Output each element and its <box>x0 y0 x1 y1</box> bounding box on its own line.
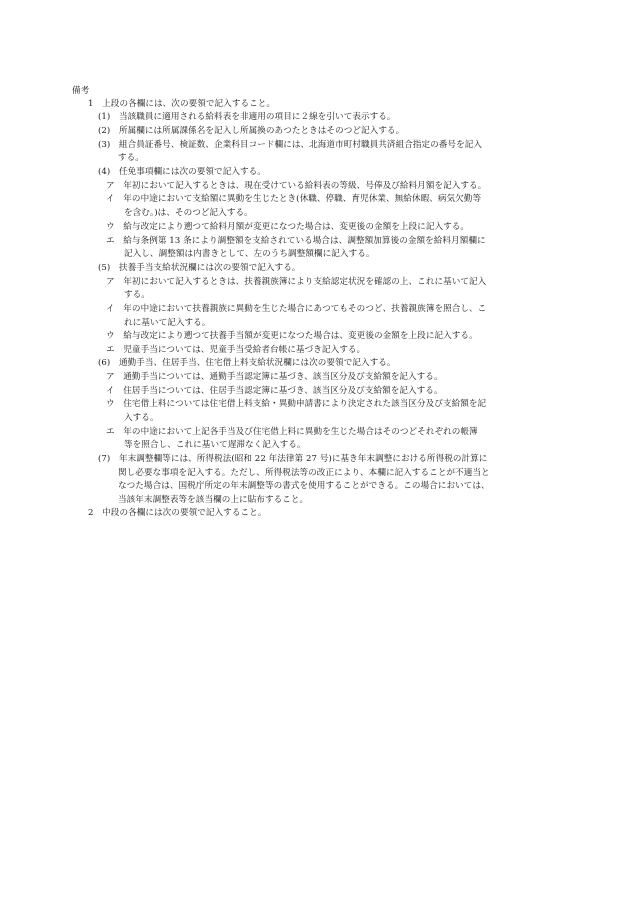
item-1-7-cont-2: なつた場合は、国税庁所定の年末調整等の書式を使用することができる。この場合においては、 <box>118 481 490 491</box>
item-1-6-e: エ 年の中途において上記各手当及び住宅借上料に異動を生じた場合はそのつどそれぞれの帳簿 <box>106 427 478 437</box>
item-1-7-cont-1: 関し必要な事項を記入する。ただし、所得税法等の改正により、本欄に記入することが不適当と <box>118 468 490 478</box>
item-1-3-cont: する。 <box>118 153 144 163</box>
item-1-4-i: イ 年の中途において支給額に異動を生じたとき(休職、停職、育児休業、無給休暇、病気欠勤等 <box>106 194 482 204</box>
item-1-6-e-cont: 等を照合し、これに基いて遅滞なく記入する。 <box>124 440 306 450</box>
item-1-1: (1) 当該職員に適用される給料表を非適用の項目に２線を引いて表示する。 <box>98 112 396 122</box>
item-1-5-a: ア 年初において記入するときは、扶養親族簿により支給認定状況を確認の上、これに基いて記入 <box>106 277 487 287</box>
item-1-6: (6) 通勤手当、住居手当、住宅借上料支給状況欄には次の要領で記入する。 <box>98 358 396 368</box>
item-1-5-e: エ 児童手当については、児童手当受給者台帳に基づき記入する。 <box>106 345 366 355</box>
item-1-6-u: ウ 住宅借上料については住宅借上料支給・異動申請書により決定された該当区分及び支給額を記 <box>106 399 487 409</box>
item-1-6-a: ア 通勤手当については、通勤手当認定簿に基づき、該当区分及び支給額を記入する。 <box>106 372 443 382</box>
item-1-4-e: エ 給与条例第 13 条により調整額を支給されている場合は、調整額加算後の金額を給料月額欄に <box>106 236 486 246</box>
item-1-4: (4) 任免事項欄には次の要領で記入する。 <box>98 167 266 177</box>
item-1-6-i: イ 住居手当については、住居手当認定簿に基づき、該当区分及び支給額を記入する。 <box>106 386 443 396</box>
item-1-5-u: ウ 給与改定により遡つて扶養手当額が変更になつた場合は、変更後の金額を上段に記入する。 <box>106 331 478 341</box>
item-1-4-i-cont: を含む。)は、そのつど記入する。 <box>124 208 253 218</box>
item-1-7: (7) 年末調整欄等には、所得税法(昭和 22 年法律第 27 号)に基き年末調整における所得税の計算に <box>98 454 488 464</box>
item-1-5: (5) 扶養手当支給状況欄には次の要領で記入する。 <box>98 263 301 273</box>
document-title: 備考 <box>72 86 90 96</box>
item-1-4-a: ア 年初において記入するときは、現在受けている給料表の等級、号俸及び給料月額を記入する。 <box>106 181 487 191</box>
item-1-4-e-cont: 記入し、調整額は内書きとして、左のうち調整額欄に記入する。 <box>124 249 375 259</box>
item-1-2: (2) 所属欄には所属課係名を記入し所属換のあつたときはそのつど記入する。 <box>98 126 405 136</box>
item-1-7-cont-3: 当該年末調整表等を該当欄の上に貼布すること。 <box>118 495 309 505</box>
item-1-5-i-cont: れに基いて記入する。 <box>124 318 211 328</box>
item-1-5-i: イ 年の中途において扶養親族に異動を生じた場合にあつてもそのつど、扶養親族簿を照合し、こ <box>106 304 487 314</box>
item-1-heading: 1 上段の各欄には、次の要領で記入すること。 <box>88 99 276 109</box>
item-1-4-u: ウ 給与改定により遡つて給料月額が変更になつた場合は、変更後の金額を上段に記入する。 <box>106 222 470 232</box>
item-1-3: (3) 組合員証番号、検証数、企業科目コード欄には、北海道市町村職員共済組合指定の番号を記入 <box>98 140 483 150</box>
item-1-6-u-cont: 入する。 <box>124 413 159 423</box>
item-1-5-a-cont: する。 <box>124 290 150 300</box>
item-2-heading: 2 中段の各欄には次の要領で記入すること。 <box>88 508 267 518</box>
